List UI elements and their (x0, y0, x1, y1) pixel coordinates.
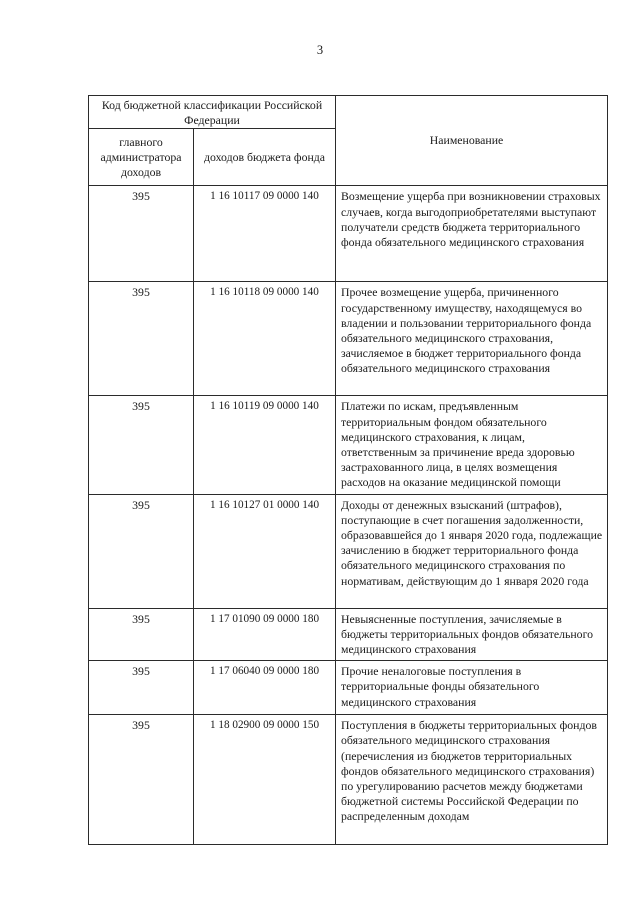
row-admin-code: 395 (89, 494, 194, 608)
table-row (89, 396, 608, 494)
row-name: Поступления в бюджеты территориальных фондов обязательного медицинского страхования (перечисления из бюджетов территориальных фондов обязательного медицинского страхования) по урегулированию расчетов между бюджетами бюджетной системы Российской Федерации по распределенным доходам (336, 715, 608, 845)
table-row (89, 186, 608, 282)
row-admin-code: 395 (89, 396, 194, 494)
row-income-code: 1 16 10127 01 0000 140 (194, 494, 336, 608)
row-name: Прочее возмещение ущерба, причиненного государственному имуществу, находящемуся во владении и пользовании территориального фонда обязательного медицинского страхования, зачисляемое в бюджет территориального фонда обязательного медицинского страхования (336, 282, 608, 396)
row-name: Невыясненные поступления, зачисляемые в бюджеты территориальных фондов обязательного медицинского страхования (336, 608, 608, 661)
row-income-code: 1 17 06040 09 0000 180 (194, 661, 336, 715)
table-row (89, 494, 608, 608)
header-admin-code: главного администратора доходов (89, 129, 194, 186)
row-name: Возмещение ущерба при возникновении страховых случаев, когда выгодоприобретателями выступают получатели средств бюджета территориального фонда обязательного медицинского страхования (336, 186, 608, 282)
row-name: Платежи по искам, предъявленным территориальным фондом обязательного медицинского страхования, к лицам, ответственным за причинение вреда здоровью застрахованного лица, в целях возмещения расходов на оказание медицинской помощи (336, 396, 608, 494)
row-income-code: 1 17 01090 09 0000 180 (194, 608, 336, 661)
row-admin-code: 395 (89, 715, 194, 845)
row-admin-code: 395 (89, 661, 194, 715)
row-admin-code: 395 (89, 608, 194, 661)
header-name: Наименование (336, 96, 608, 186)
header-budget-code-group: Код бюджетной классификации Российской Федерации (89, 96, 336, 129)
table-row (89, 608, 608, 661)
budget-classification-table (88, 95, 608, 845)
row-income-code: 1 16 10118 09 0000 140 (194, 282, 336, 396)
row-income-code: 1 18 02900 09 0000 150 (194, 715, 336, 845)
table-row (89, 282, 608, 396)
row-income-code: 1 16 10119 09 0000 140 (194, 396, 336, 494)
row-name: Доходы от денежных взысканий (штрафов), поступающие в счет погашения задолженности, образовавшейся до 1 января 2020 года, подлежащие зачислению в бюджет территориального фонда обязательного медицинского страхования по нормативам, действующим до 1 января 2020 года (336, 494, 608, 608)
header-income-code: доходов бюджета фонда (194, 129, 336, 186)
row-admin-code: 395 (89, 186, 194, 282)
row-income-code: 1 16 10117 09 0000 140 (194, 186, 336, 282)
table-row (89, 715, 608, 845)
row-name: Прочие неналоговые поступления в территориальные фонды обязательного медицинского страхования (336, 661, 608, 715)
table-row (89, 661, 608, 715)
page-number: 3 (316, 43, 324, 57)
row-admin-code: 395 (89, 282, 194, 396)
